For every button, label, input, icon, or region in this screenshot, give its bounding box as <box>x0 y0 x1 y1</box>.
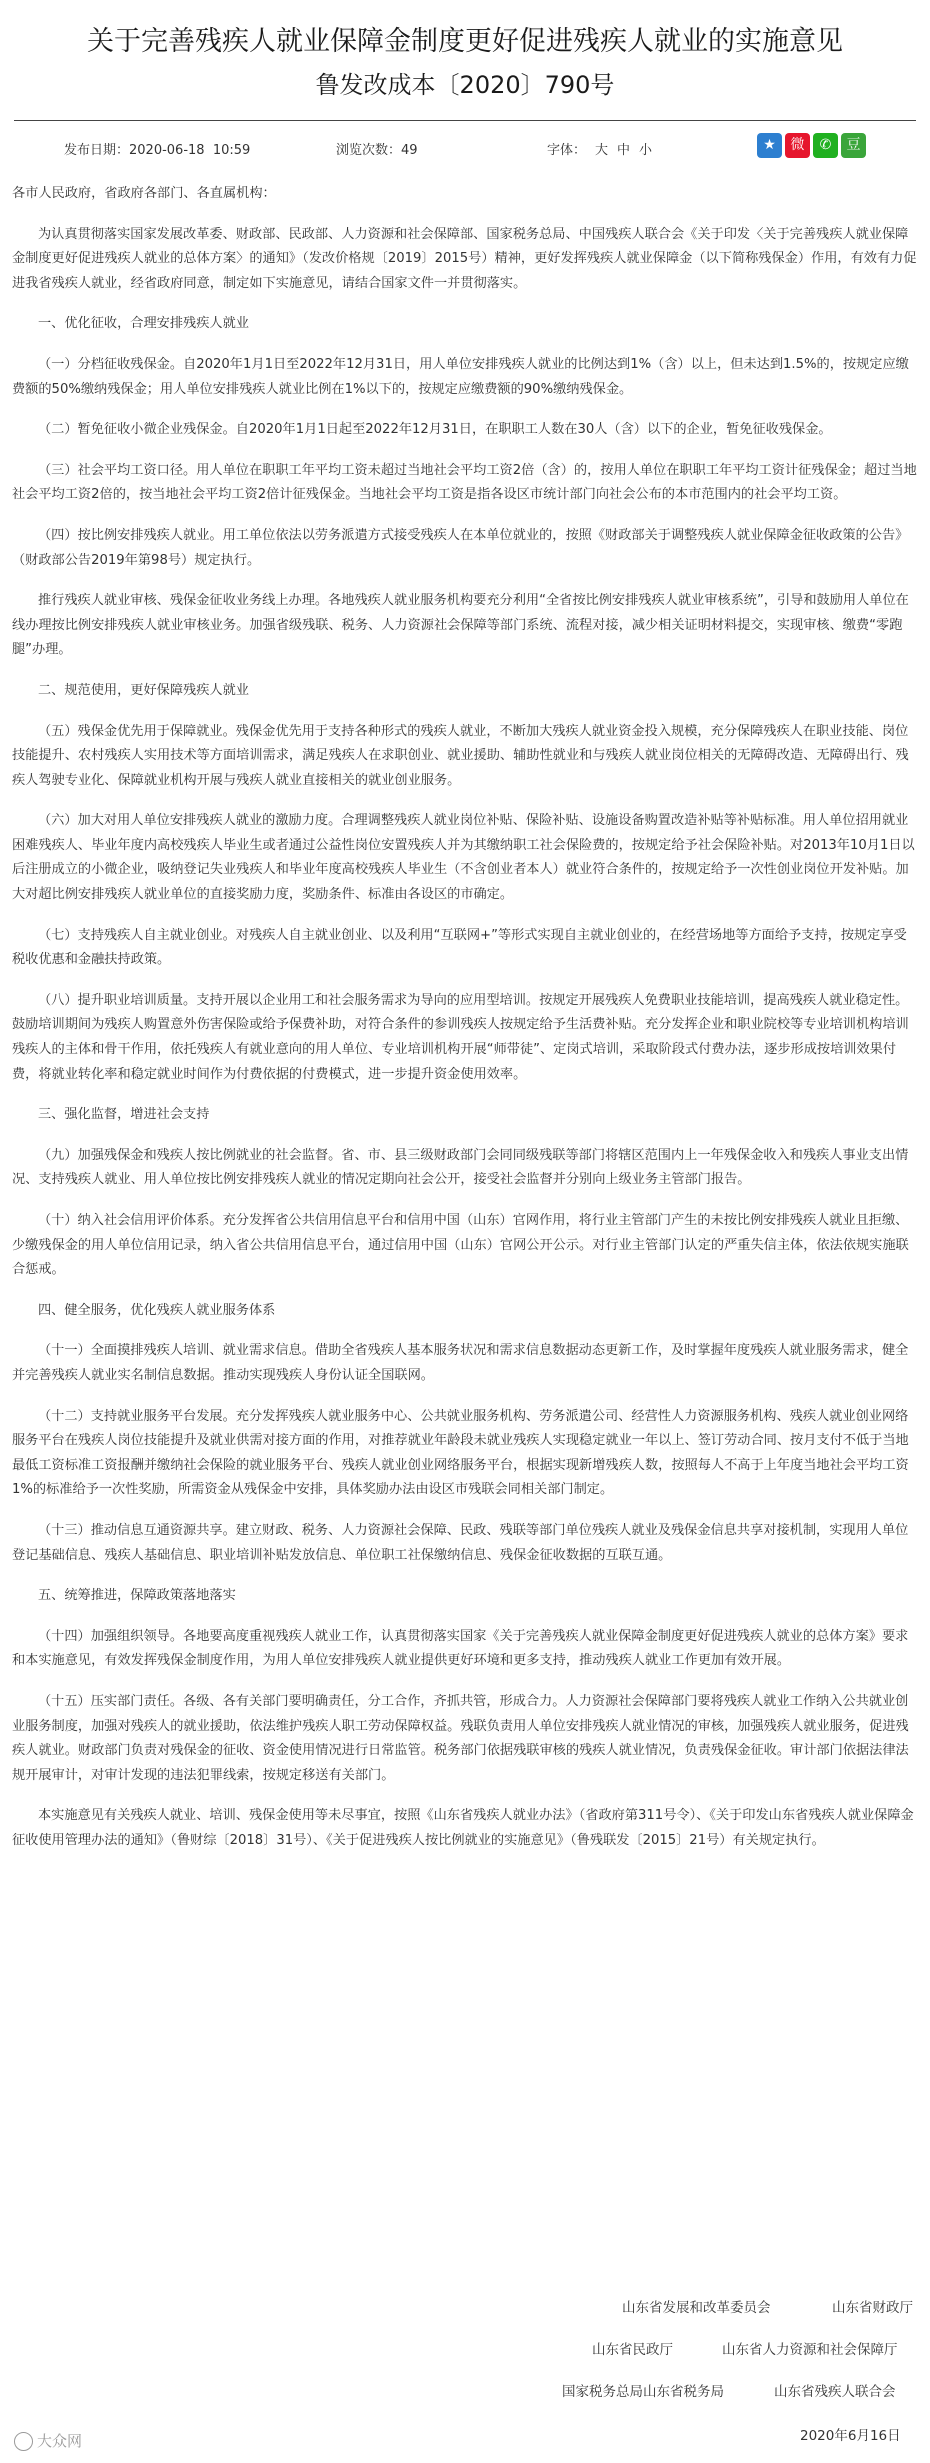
paragraph-item-6: （六）加大对用人单位安排残疾人就业的激励力度。合理调整残疾人就业岗位补贴、保险补贴、设施设备购置改造补贴等补贴标准。用人单位招用就业困难残疾人、毕业年度内高校残疾人毕业生或者通过公益性岗位安置残疾人并为其缴纳职工社会保险费的，按规定给予社会保险补贴。对2013年10月1日以后注册成立的小微企业，吸纳登记失业残疾人和毕业年度高校残疾人毕业生（不含创业者本人）就业符合条件的，按规定给予一次性创业岗位开发补贴。加大对超比例安排残疾人就业单位的直接奖励力度，奖励条件、标准由各设区的市确定。 <box>12 813 915 903</box>
paragraph-closing: 本实施意见有关残疾人就业、培训、残保金使用等未尽事宜，按照《山东省残疾人就业办法》（省政府第311号令）、《关于印发山东省残疾人就业保障金征收使用管理办法的通知》（鲁财综〔2018〕31号）、《关于促进残疾人按比例就业的实施意见》（鲁残联发〔2015〕21号）有关规定执行。 <box>12 1808 914 1848</box>
watermark-text: 大众网 <box>37 2432 83 2450</box>
weibo-icon[interactable]: 微 <box>785 133 810 158</box>
paragraph-item-8: （八）提升职业培训质量。支持开展以企业用工和社会服务需求为导向的应用型培训。按规定开展残疾人免费职业技能培训，提高残疾人就业稳定性。鼓励培训期间为残疾人购置意外伤害保险或给予保费补助，对符合条件的参训残疾人按规定给予生活费补贴。充分发挥企业和职业院校等专业培训机构培训残疾人的主体和骨干作用，依托残疾人有就业意向的用人单位、专业培训机构开展“师带徒”、定岗式培训，采取阶段式付费办法，逐步形成按培训效果付费，将就业转化率和稳定就业时间作为付费依据的付费模式，进一步提升资金使用效率。 <box>12 992 909 1082</box>
favorite-star-icon[interactable]: ★ <box>757 133 782 158</box>
signature-block <box>0 2290 930 2463</box>
signer-civil-affairs: 山东省民政厅 <box>592 2342 673 2358</box>
signer-tax-bureau: 国家税务总局山东省税务局 <box>562 2384 724 2400</box>
meta-bar <box>14 120 916 171</box>
share-icons <box>757 133 869 158</box>
font-size-small[interactable]: 小 <box>639 143 653 158</box>
document-number: 鲁发改成本〔2020〕790号 <box>315 71 615 99</box>
paragraph-item-7: （七）支持残疾人自主就业创业。对残疾人自主就业创业、以及利用“互联网+”等形式实现自主就业创业的，在经营场地等方面给予支持，按规定享受税收优惠和金融扶持政策。 <box>12 927 907 968</box>
douban-icon[interactable]: 豆 <box>841 133 866 158</box>
publish-date-value: 2020-06-18 10:59 <box>129 143 251 158</box>
intro-paragraph: 为认真贯彻落实国家发展改革委、财政部、民政部、人力资源和社会保障部、国家税务总局、中国残疾人联合会《关于印发〈关于完善残疾人就业保障金制度更好促进残疾人就业的总体方案〉的通知》（发改价格规〔2019〕2015号）精神，更好发挥残疾人就业保障金（以下简称残保金）作用，有效有力促进我省残疾人就业，经省政府同意，制定如下实施意见，请结合国家文件一并贯彻落实。 <box>12 226 917 291</box>
paragraph-item-4: （四）按比例安排残疾人就业。用工单位依法以劳务派遣方式接受残疾人在本单位就业的，按照《财政部关于调整残疾人就业保障金征收政策的公告》（财政部公告2019年第98号）规定执行。 <box>12 527 909 568</box>
view-count <box>336 139 418 158</box>
paragraph-item-5: （五）残保金优先用于保障就业。残保金优先用于支持各种形式的残疾人就业，不断加大残疾人就业资金投入规模，充分保障残疾人在职业技能、岗位技能提升、农村残疾人实用技术等方面培训需求，满足残疾人在求职创业、就业援助、辅助性就业和与残疾人就业岗位相关的无障碍改造、无障碍出行、残疾人驾驶专业化、保障就业机构开展与残疾人就业直接相关的就业创业服务。 <box>12 723 909 788</box>
paragraph-item-14: （十四）加强组织领导。各地要高度重视残疾人就业工作，认真贯彻落实国家《关于完善残疾人就业保障金制度更好促进残疾人就业的总体方案》要求和本实施意见，有效发挥残保金制度作用，为用人单位安排残疾人就业提供更好环境和更多支持，推动残疾人就业工作更加有效开展。 <box>12 1628 909 1669</box>
font-size-selector <box>547 139 652 158</box>
paragraph-item-11: （十一）全面摸排残疾人培训、就业需求信息。借助全省残疾人基本服务状况和需求信息数据动态更新工作，及时掌握年度残疾人就业服务需求，健全并完善残疾人就业实名制信息数据。推动实现残疾人身份认证全国联网。 <box>12 1343 909 1383</box>
document-title: 关于完善残疾人就业保障金制度更好促进残疾人就业的实施意见 <box>87 26 843 57</box>
section-heading-1: 一、优化征收，合理安排残疾人就业 <box>38 316 249 332</box>
publish-date-label: 发布日期： <box>64 143 130 158</box>
font-size-label: 字体： <box>547 143 587 158</box>
signing-date: 2020年6月16日 <box>800 2428 901 2444</box>
font-size-large[interactable]: 大 <box>595 143 609 158</box>
section-heading-3: 三、强化监督，增进社会支持 <box>38 1107 210 1123</box>
paragraph-item-10: （十）纳入社会信用评价体系。充分发挥省公共信用信息平台和信用中国（山东）官网作用，将行业主管部门产生的未按比例安排残疾人就业且拒缴、少缴残保金的用人单位信用记录，纳入省公共信用信息平台，通过信用中国（山东）官网公开公示。对行业主管部门认定的严重失信主体，依法依规实施联合惩戒。 <box>12 1213 909 1278</box>
paragraph-item-9: （九）加强残保金和残疾人按比例就业的社会监督。省、市、县三级财政部门会同同级残联等部门将辖区范围内上一年残保金收入和残疾人事业支出情况、支持残疾人就业、用人单位按比例安排残疾人就业的情况定期向社会公开，接受社会监督并分别向上级业务主管部门报告。 <box>12 1147 909 1188</box>
section-heading-2: 二、规范使用，更好保障残疾人就业 <box>38 682 249 698</box>
watermark-logo-icon <box>14 2432 33 2451</box>
document-body <box>12 182 917 1869</box>
paragraph-item-12: （十二）支持就业服务平台发展。充分发挥残疾人就业服务中心、公共就业服务机构、劳务派遣公司、经营性人力资源服务机构、残疾人就业创业网络服务平台在残疾人岗位技能提升及就业供需对接方面的作用，对推荐就业年龄段未就业残疾人实现稳定就业一年以上、签订劳动合同、按月支付不低于当地最低工资标准工资报酬并缴纳社会保险的就业服务平台、残疾人就业创业网络服务平台，根据实现新增残疾人数，按照每人不高于上年度当地社会平均工资1%的标准给予一次性奖励，所需资金从残保金中安排，具体奖励办法由设区市残联会同相关部门制定。 <box>12 1408 909 1498</box>
paragraph-item-2: （二）暂免征收小微企业残保金。自2020年1月1日起至2022年12月31日，在职职工人数在30人（含）以下的企业，暂免征收残保金。 <box>38 422 832 438</box>
wechat-icon[interactable]: ✆ <box>813 133 838 158</box>
paragraph-item-1: （一）分档征收残保金。自2020年1月1日至2022年12月31日，用人单位安排残疾人就业的比例达到1%（含）以上，但未达到1.5%的，按规定应缴费额的50%缴纳残保金；用人单位安排残疾人就业比例在1%以下的，按规定应缴费额的90%缴纳残保金。 <box>12 356 909 397</box>
signer-finance: 山东省财政厅 <box>832 2300 913 2316</box>
watermark <box>14 2430 82 2451</box>
paragraph-item-3: （三）社会平均工资口径。用人单位在职职工年平均工资未超过当地社会平均工资2倍（含）的，按用人单位在职职工年平均工资计征残保金；超过当地社会平均工资2倍的，按当地社会平均工资2倍计征残保金。当地社会平均工资是指各设区市统计部门向社会公布的本市范围内的社会平均工资。 <box>12 462 917 503</box>
signer-disabled-federation: 山东省残疾人联合会 <box>774 2384 896 2400</box>
paragraph-item-15: （十五）压实部门责任。各级、各有关部门要明确责任，分工合作，齐抓共管，形成合力。人力资源社会保障部门要将残疾人就业工作纳入公共就业创业服务制度，加强对残疾人的就业援助，依法维护残疾人职工劳动保障权益。残联负责用人单位安排残疾人就业情况的审核，加强残疾人就业服务，促进残疾人就业。财政部门负责对残保金的征收、资金使用情况进行日常监管。税务部门依据残联审核的残疾人就业情况，负责残保金征收。审计部门依据法律法规开展审计，对审计发现的违法犯罪线索，按规定移送有关部门。 <box>12 1693 909 1783</box>
publish-date <box>64 139 250 158</box>
view-count-label: 浏览次数： <box>336 143 402 158</box>
section-heading-4: 四、健全服务，优化残疾人就业服务体系 <box>38 1302 276 1318</box>
signer-hrss: 山东省人力资源和社会保障厅 <box>722 2342 898 2358</box>
section-heading-5: 五、统筹推进，保障政策落地落实 <box>38 1588 236 1604</box>
font-size-medium[interactable]: 中 <box>617 143 631 158</box>
signer-drc: 山东省发展和改革委员会 <box>622 2300 771 2316</box>
salutation: 各市人民政府，省政府各部门、各直属机构： <box>12 186 276 201</box>
title-block <box>0 0 930 104</box>
view-count-value: 49 <box>401 143 418 158</box>
paragraph-online-processing: 推行残疾人就业审核、残保金征收业务线上办理。各地残疾人就业服务机构要充分利用“全省按比例安排残疾人就业审核系统”，引导和鼓励用人单位在线办理按比例安排残疾人就业审核业务。加强省级残联、税务、人力资源社会保障等部门系统、流程对接，减少相关证明材料提交，实现审核、缴费“零跑腿”办理。 <box>12 593 909 658</box>
paragraph-item-13: （十三）推动信息互通资源共享。建立财政、税务、人力资源社会保障、民政、残联等部门单位残疾人就业及残保金信息共享对接机制，实现用人单位登记基础信息、残疾人基础信息、职业培训补贴发放信息、单位职工社保缴纳信息、残保金征收数据的互联互通。 <box>12 1522 909 1563</box>
